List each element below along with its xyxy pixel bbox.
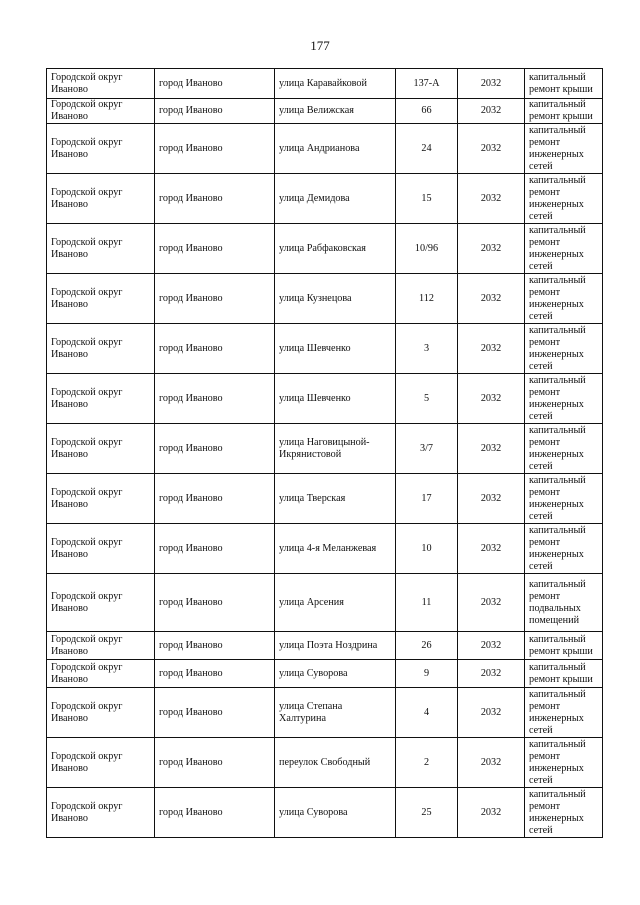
settlement-cell: город Иваново [155,524,275,574]
page-number: 177 [310,38,330,53]
street-cell: переулок Свободный [275,738,396,788]
house-number-cell: 4 [396,688,458,738]
municipality-cell: Городской округ Иваново [47,738,155,788]
settlement-cell: город Иваново [155,274,275,324]
work-type-cell: капитальный ремонт инженерных сетей [525,524,603,574]
municipality-cell: Городской округ Иваново [47,660,155,688]
municipality-cell: Городской округ Иваново [47,632,155,660]
house-number-cell: 5 [396,374,458,424]
table-row [47,374,603,424]
house-number-cell: 9 [396,660,458,688]
work-type-cell: капитальный ремонт инженерных сетей [525,124,603,174]
house-number-cell: 3 [396,324,458,374]
municipality-cell: Городской округ Иваново [47,474,155,524]
year-cell: 2032 [458,474,525,524]
work-type-cell: капитальный ремонт инженерных сетей [525,274,603,324]
work-type-cell: капитальный ремонт крыши [525,69,603,99]
year-cell: 2032 [458,424,525,474]
work-type-cell: капитальный ремонт крыши [525,632,603,660]
settlement-cell: город Иваново [155,788,275,838]
settlement-cell: город Иваново [155,424,275,474]
year-cell: 2032 [458,69,525,99]
work-type-cell: капитальный ремонт инженерных сетей [525,688,603,738]
year-cell: 2032 [458,124,525,174]
municipality-cell: Городской округ Иваново [47,688,155,738]
table-row [47,424,603,474]
municipality-cell: Городской округ Иваново [47,124,155,174]
street-cell: улица Поэта Ноздрина [275,632,396,660]
settlement-cell: город Иваново [155,124,275,174]
settlement-cell: город Иваново [155,660,275,688]
street-cell: улица Суворова [275,660,396,688]
house-number-cell: 112 [396,274,458,324]
table-row [47,69,603,99]
street-cell: улица Кузнецова [275,274,396,324]
work-type-cell: капитальный ремонт инженерных сетей [525,424,603,474]
municipality-cell: Городской округ Иваново [47,274,155,324]
municipality-cell: Городской округ Иваново [47,69,155,99]
house-number-cell: 137-А [396,69,458,99]
table-row [47,738,603,788]
year-cell: 2032 [458,738,525,788]
table-row [47,174,603,224]
house-number-cell: 26 [396,632,458,660]
settlement-cell: город Иваново [155,324,275,374]
house-number-cell: 15 [396,174,458,224]
work-type-cell: капитальный ремонт инженерных сетей [525,174,603,224]
municipality-cell: Городской округ Иваново [47,374,155,424]
house-number-cell: 10 [396,524,458,574]
table-row [47,99,603,124]
street-cell: улица Наговицыной-Икрянистовой [275,424,396,474]
work-type-cell: капитальный ремонт инженерных сетей [525,788,603,838]
settlement-cell: город Иваново [155,474,275,524]
settlement-cell: город Иваново [155,374,275,424]
house-number-cell: 25 [396,788,458,838]
street-cell: улица Тверская [275,474,396,524]
year-cell: 2032 [458,574,525,632]
table-body [47,69,603,838]
work-type-cell: капитальный ремонт инженерных сетей [525,474,603,524]
house-number-cell: 17 [396,474,458,524]
work-type-cell: капитальный ремонт инженерных сетей [525,224,603,274]
year-cell: 2032 [458,632,525,660]
municipality-cell: Городской округ Иваново [47,424,155,474]
settlement-cell: город Иваново [155,174,275,224]
street-cell: улица Демидова [275,174,396,224]
street-cell: улица Каравайковой [275,69,396,99]
work-type-cell: капитальный ремонт инженерных сетей [525,374,603,424]
house-number-cell: 66 [396,99,458,124]
municipality-cell: Городской округ Иваново [47,574,155,632]
table-row [47,474,603,524]
work-type-cell: капитальный ремонт крыши [525,660,603,688]
year-cell: 2032 [458,788,525,838]
table-row [47,574,603,632]
repair-schedule-table [46,68,603,838]
settlement-cell: город Иваново [155,69,275,99]
table-row [47,524,603,574]
settlement-cell: город Иваново [155,224,275,274]
settlement-cell: город Иваново [155,632,275,660]
street-cell: улица Рабфаковская [275,224,396,274]
street-cell: улица Велижская [275,99,396,124]
street-cell: улица Суворова [275,788,396,838]
year-cell: 2032 [458,174,525,224]
work-type-cell: капитальный ремонт крыши [525,99,603,124]
house-number-cell: 3/7 [396,424,458,474]
street-cell: улица Шевченко [275,374,396,424]
year-cell: 2032 [458,324,525,374]
work-type-cell: капитальный ремонт инженерных сетей [525,324,603,374]
table-row [47,632,603,660]
table-row [47,224,603,274]
street-cell: улица 4-я Меланжевая [275,524,396,574]
house-number-cell: 24 [396,124,458,174]
house-number-cell: 2 [396,738,458,788]
year-cell: 2032 [458,524,525,574]
municipality-cell: Городской округ Иваново [47,324,155,374]
year-cell: 2032 [458,274,525,324]
house-number-cell: 11 [396,574,458,632]
street-cell: улица Андрианова [275,124,396,174]
settlement-cell: город Иваново [155,99,275,124]
year-cell: 2032 [458,99,525,124]
municipality-cell: Городской округ Иваново [47,788,155,838]
municipality-cell: Городской округ Иваново [47,174,155,224]
year-cell: 2032 [458,374,525,424]
municipality-cell: Городской округ Иваново [47,524,155,574]
table-row [47,124,603,174]
street-cell: улица Арсения [275,574,396,632]
house-number-cell: 10/96 [396,224,458,274]
table-row [47,660,603,688]
year-cell: 2032 [458,660,525,688]
table-row [47,788,603,838]
work-type-cell: капитальный ремонт инженерных сетей [525,738,603,788]
table-row [47,324,603,374]
settlement-cell: город Иваново [155,574,275,632]
year-cell: 2032 [458,224,525,274]
street-cell: улица Шевченко [275,324,396,374]
settlement-cell: город Иваново [155,688,275,738]
year-cell: 2032 [458,688,525,738]
settlement-cell: город Иваново [155,738,275,788]
municipality-cell: Городской округ Иваново [47,99,155,124]
municipality-cell: Городской округ Иваново [47,224,155,274]
table-row [47,274,603,324]
work-type-cell: капитальный ремонт подвальных помещений [525,574,603,632]
table-row [47,688,603,738]
street-cell: улица Степана Халтурина [275,688,396,738]
